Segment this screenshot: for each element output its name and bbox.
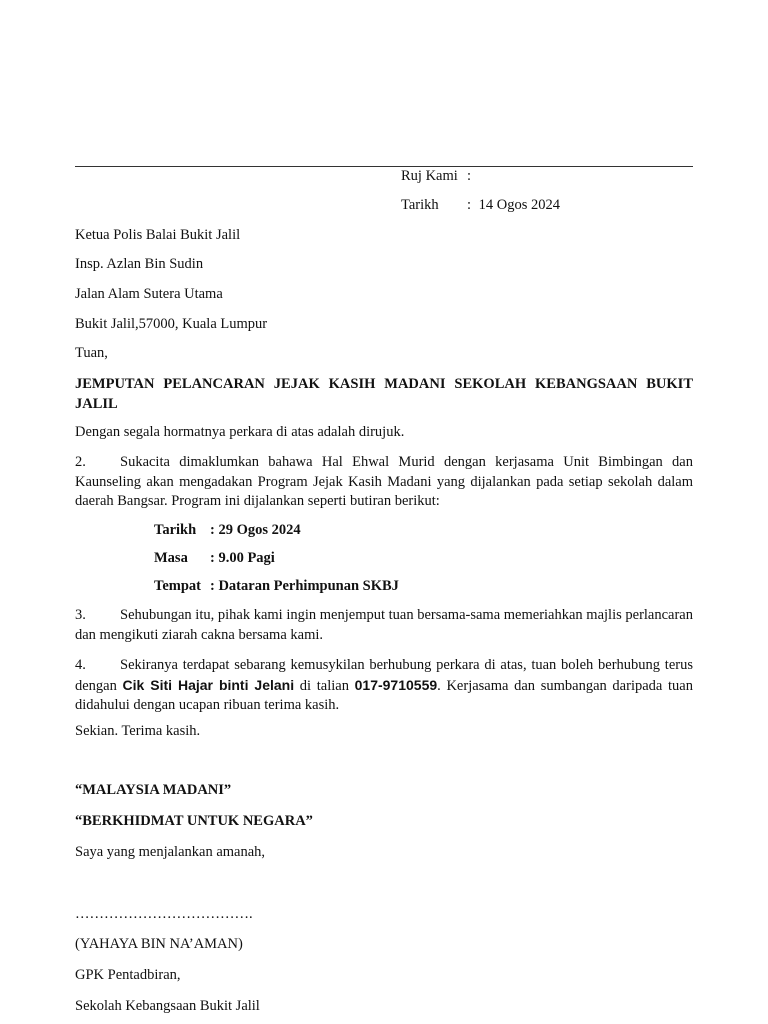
detail-tempat-label: Tempat bbox=[154, 578, 201, 594]
paragraph-4-text-a: Sekiranya terdapat sebarang kemusykilan berhubung perkara di atas, tuan boleh berhubung terus dengan bbox=[75, 657, 693, 694]
signer-name: (YAHAYA BIN NA’AMAN) bbox=[75, 936, 243, 952]
paragraph-3 bbox=[75, 606, 693, 645]
signature-intro: Saya yang menjalankan amanah, bbox=[75, 844, 266, 860]
ruj-separator: : bbox=[467, 168, 472, 184]
paragraph-4-text-c: . Kerjasama dan sumbangan daripada tuan didahului dengan ucapan ribuan terima kasih. bbox=[75, 677, 693, 713]
signer-title: GPK Pentadbiran, bbox=[75, 967, 181, 983]
contact-name: Cik Siti Hajar binti Jelani bbox=[122, 676, 295, 693]
contact-phone: 017-9710559 bbox=[354, 676, 438, 693]
recipient-line-2: Insp. Azlan Bin Sudin bbox=[75, 256, 204, 272]
paragraph-2-text: Sukacita dimaklumkan bahawa Hal Ehwal Murid dengan kerjasama Unit Bimbingan dan Kaunseling akan mengadakan Program Jejak Kasih Madani yang dijalankan pada setiap sekolah dalam daerah Bangsar. Program ini dijalankan seperti butiran berikut: bbox=[75, 454, 693, 509]
reference-ruj-row bbox=[401, 168, 471, 185]
detail-masa-value: : 9.00 Pagi bbox=[210, 550, 275, 566]
paragraph-2 bbox=[75, 453, 693, 512]
recipient-line-1: Ketua Polis Balai Bukit Jalil bbox=[75, 227, 241, 243]
motto-malaysia-madani: “MALAYSIA MADANI” bbox=[75, 782, 232, 798]
detail-tarikh-label: Tarikh bbox=[154, 522, 197, 538]
paragraph-4 bbox=[75, 656, 693, 716]
paragraph-2-number: 2. bbox=[75, 454, 86, 470]
ruj-label: Ruj Kami bbox=[401, 168, 458, 184]
detail-tarikh-value: : 29 Ogos 2024 bbox=[210, 522, 301, 538]
signature-line: ………………………………. bbox=[75, 906, 253, 922]
detail-masa bbox=[154, 550, 275, 567]
header-divider bbox=[75, 166, 693, 167]
closing-line: Sekian. Terima kasih. bbox=[75, 723, 201, 739]
motto-berkhidmat: “BERKHIDMAT UNTUK NEGARA” bbox=[75, 813, 313, 829]
paragraph-3-number: 3. bbox=[75, 607, 86, 623]
tarikh-separator: : bbox=[467, 197, 472, 213]
reference-tarikh-row bbox=[401, 197, 560, 214]
paragraph-4-text-b: di talian bbox=[299, 677, 349, 694]
detail-tempat-value: : Dataran Perhimpunan SKBJ bbox=[210, 578, 399, 594]
detail-tempat bbox=[154, 578, 399, 595]
tarikh-value: 14 Ogos 2024 bbox=[478, 197, 561, 213]
recipient-line-3: Jalan Alam Sutera Utama bbox=[75, 286, 223, 302]
salutation: Tuan, bbox=[75, 345, 108, 361]
recipient-line-4: Bukit Jalil,57000, Kuala Lumpur bbox=[75, 316, 268, 332]
paragraph-4-number: 4. bbox=[75, 657, 86, 673]
paragraph-3-text: Sehubungan itu, pihak kami ingin menjemput tuan bersama-sama memeriahkan majlis perlancaran dan mengikuti ziarah cakna bersama kami. bbox=[75, 607, 693, 643]
detail-masa-label: Masa bbox=[154, 550, 188, 566]
letter-subject: JEMPUTAN PELANCARAN JEJAK KASIH MADANI SEKOLAH KEBANGSAAN BUKIT JALIL bbox=[75, 376, 693, 412]
tarikh-label: Tarikh bbox=[401, 197, 439, 213]
signer-organization: Sekolah Kebangsaan Bukit Jalil bbox=[75, 998, 260, 1014]
detail-tarikh bbox=[154, 522, 301, 539]
intro-paragraph: Dengan segala hormatnya perkara di atas adalah dirujuk. bbox=[75, 424, 405, 440]
